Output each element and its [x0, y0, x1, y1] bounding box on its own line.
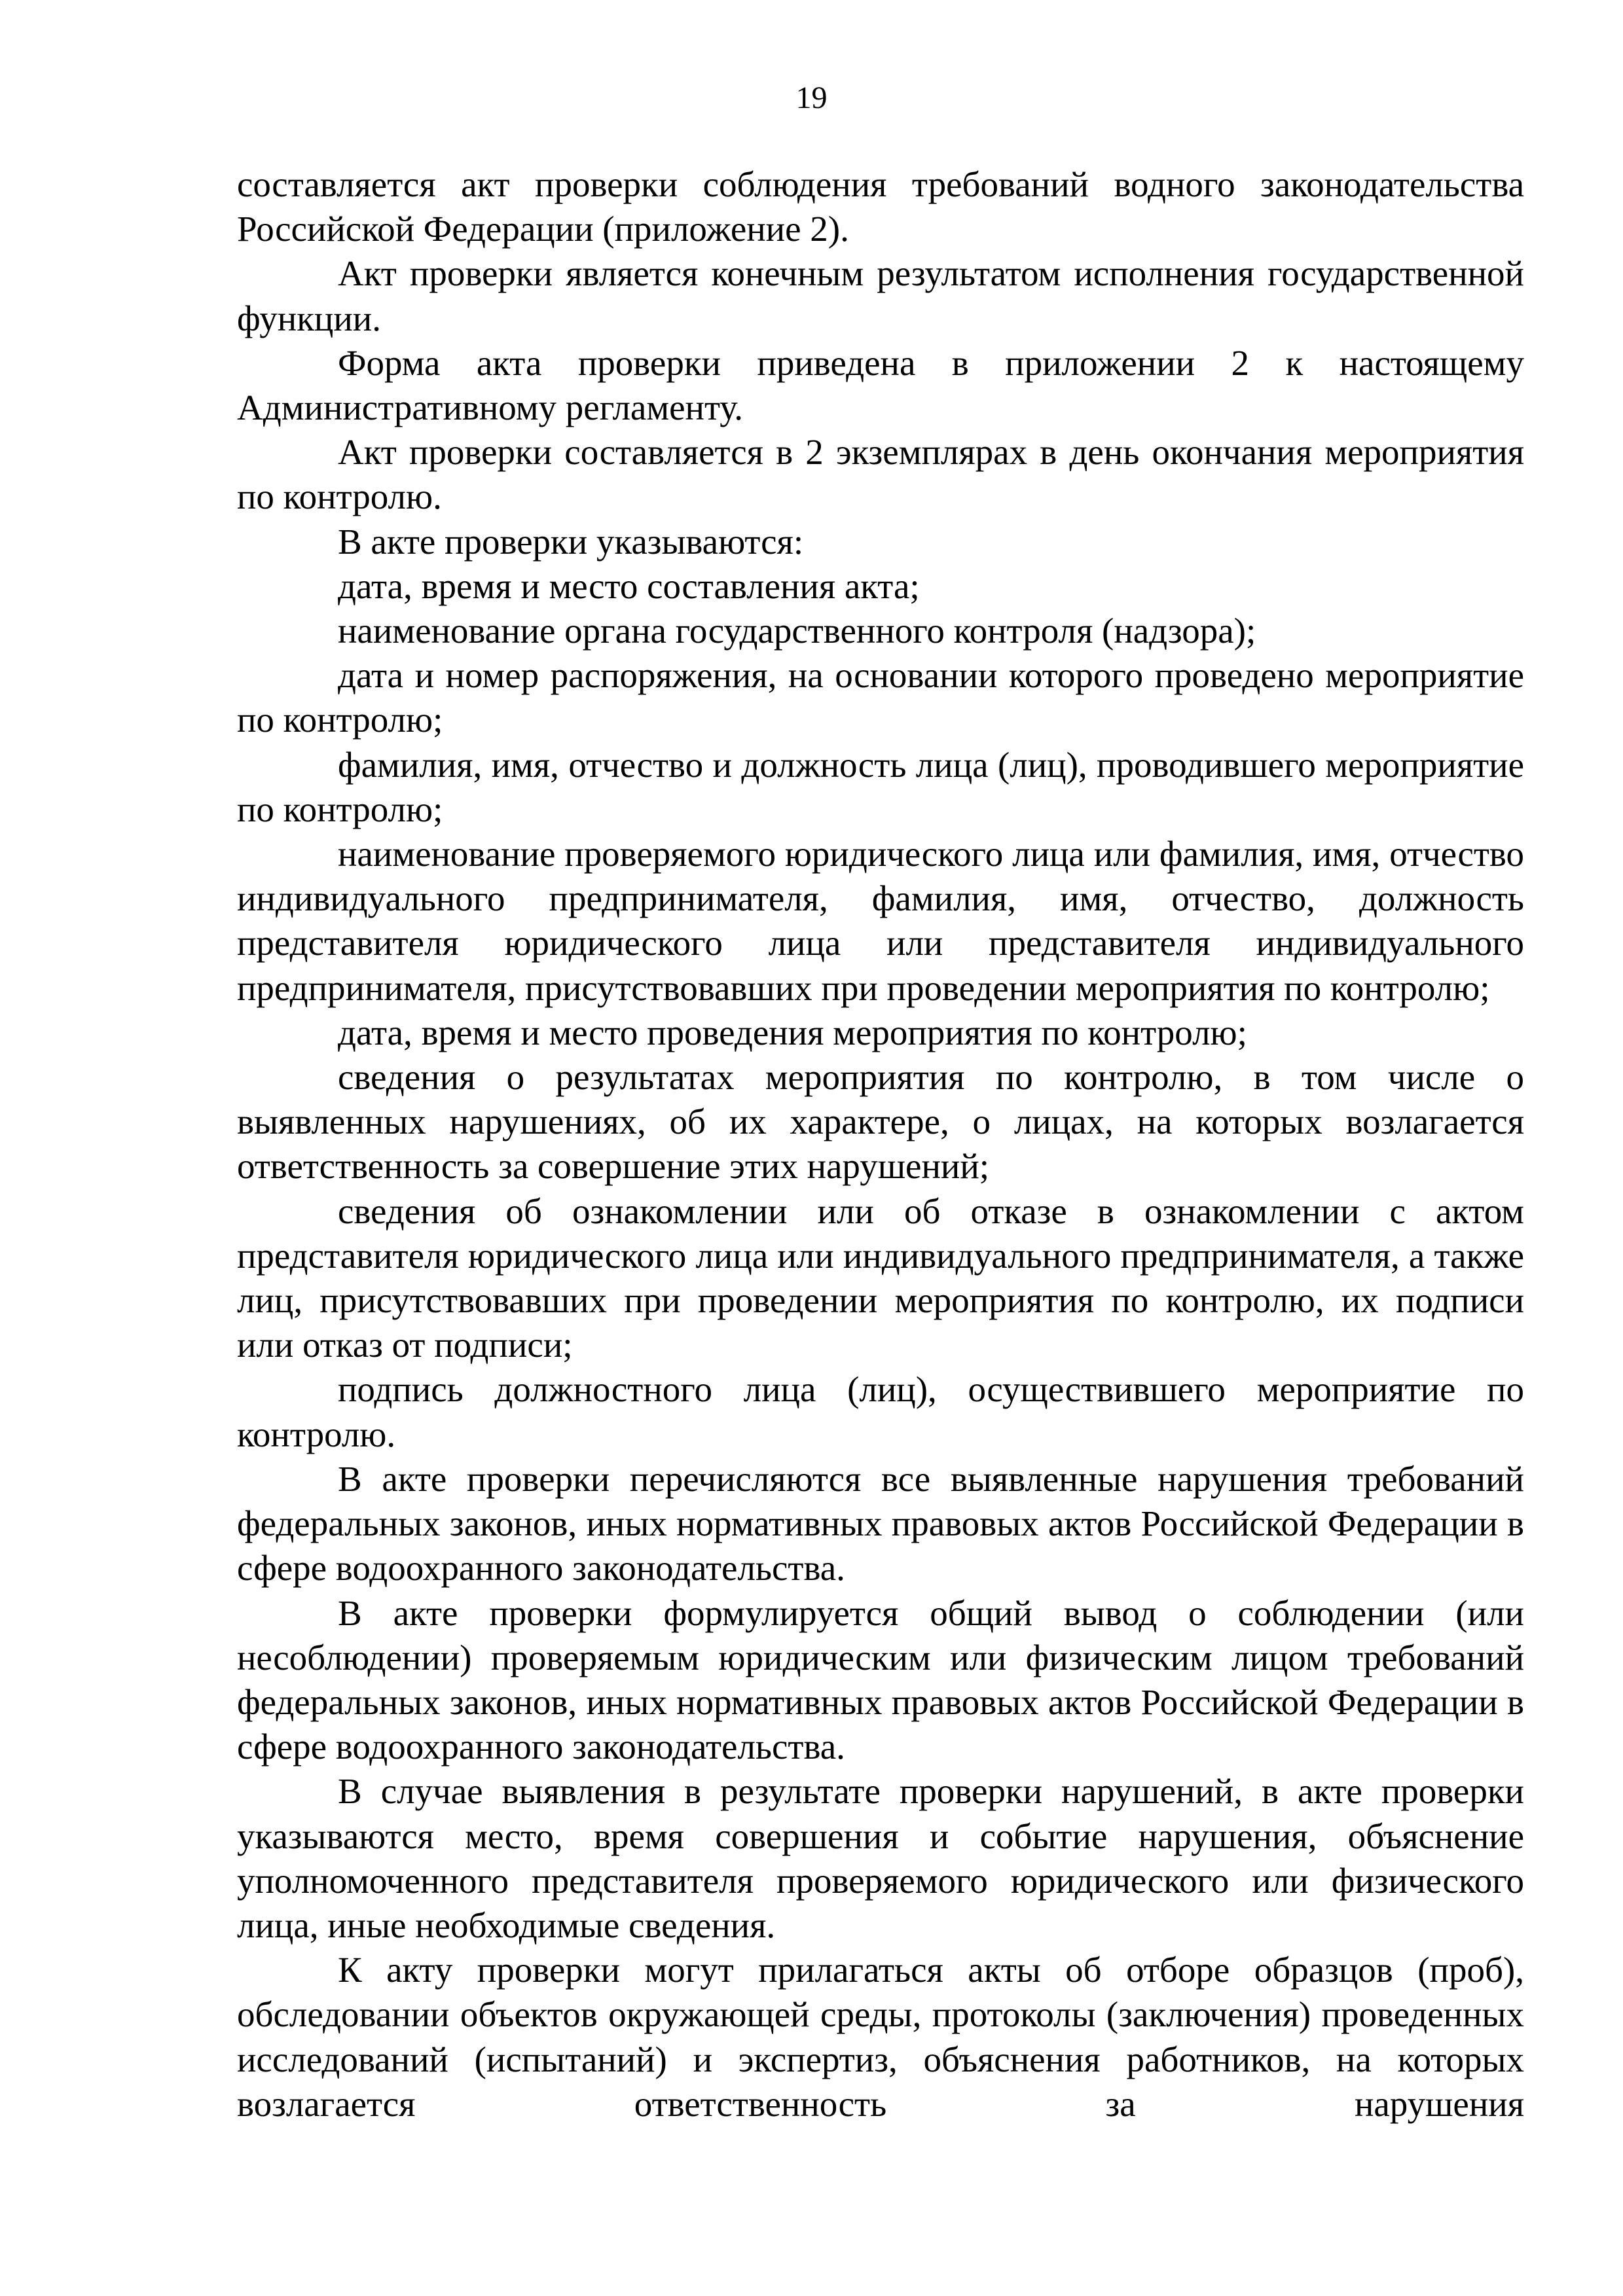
paragraph: К акту проверки могут прилагаться акты об отборе образцов (проб), обследовании объектов окружающей среды, протоколы (заключения) проведенных исследований (испытаний) и экспертиз, объяснения работников, на которых возлагается ответственность за нарушения — [237, 1950, 1524, 2124]
paragraph: дата, время и место проведения мероприятия по контролю; — [338, 1012, 1247, 1052]
paragraph: подпись должностного лица (лиц), осуществившего мероприятие по контролю. — [237, 1369, 1524, 1454]
paragraph: сведения об ознакомлении или об отказе в ознакомлении с актом представителя юридического лица или индивидуального предпринимателя, а также лиц, присутствовавших при проведении мероприятия по контролю, их подписи или отказ от подписи; — [237, 1191, 1524, 1365]
paragraph: В акте проверки перечисляются все выявленные нарушения требований федеральных законов, иных нормативных правовых актов Российской Федерации в сфере водоохранного законодательства. — [237, 1458, 1524, 1588]
paragraph: дата и номер распоряжения, на основании которого проведено мероприятие по контролю; — [237, 655, 1524, 740]
paragraph: сведения о результатах мероприятия по контролю, в том числе о выявленных нарушениях, об их характере, о лицах, на которых возлагается ответственность за совершение этих нарушений; — [237, 1057, 1524, 1187]
paragraph: наименование органа государственного контроля (надзора); — [338, 611, 1256, 651]
paragraph: дата, время и место составления акта; — [338, 565, 920, 606]
paragraph: фамилия, имя, отчество и должность лица (лиц), проводившего мероприятие по контролю; — [237, 744, 1524, 829]
paragraph: наименование проверяемого юридического лица или фамилия, имя, отчество индивидуального предпринимателя, фамилия, имя, отчество, должность представителя юридического лица или представителя индивидуального предпринимателя, присутствовавших при проведении мероприятия по контролю; — [237, 834, 1524, 1008]
paragraph: Акт проверки является конечным результатом исполнения государственной функции. — [237, 253, 1524, 338]
paragraph: В акте проверки указываются: — [338, 521, 804, 562]
document-body — [237, 162, 1524, 2126]
paragraph: В случае выявления в результате проверки нарушений, в акте проверки указываются место, время совершения и событие нарушения, объяснение уполномоченного представителя проверяемого юридического или физического лица, иные необходимые сведения. — [237, 1771, 1524, 1945]
paragraph: В акте проверки формулируется общий вывод о соблюдении (или несоблюдении) проверяемым юридическим или физическим лицом требований федеральных законов, иных нормативных правовых актов Российской Федерации в сфере водоохранного законодательства. — [237, 1592, 1524, 1767]
paragraph: Форма акта проверки приведена в приложении 2 к настоящему Административному регламенту. — [237, 342, 1524, 428]
paragraph: Акт проверки составляется в 2 экземплярах в день окончания мероприятия по контролю. — [237, 432, 1524, 517]
paragraph: составляется акт проверки соблюдения требований водного законодательства Российской Федерации (приложение 2). — [237, 164, 1524, 249]
page-number: 19 — [795, 81, 828, 115]
